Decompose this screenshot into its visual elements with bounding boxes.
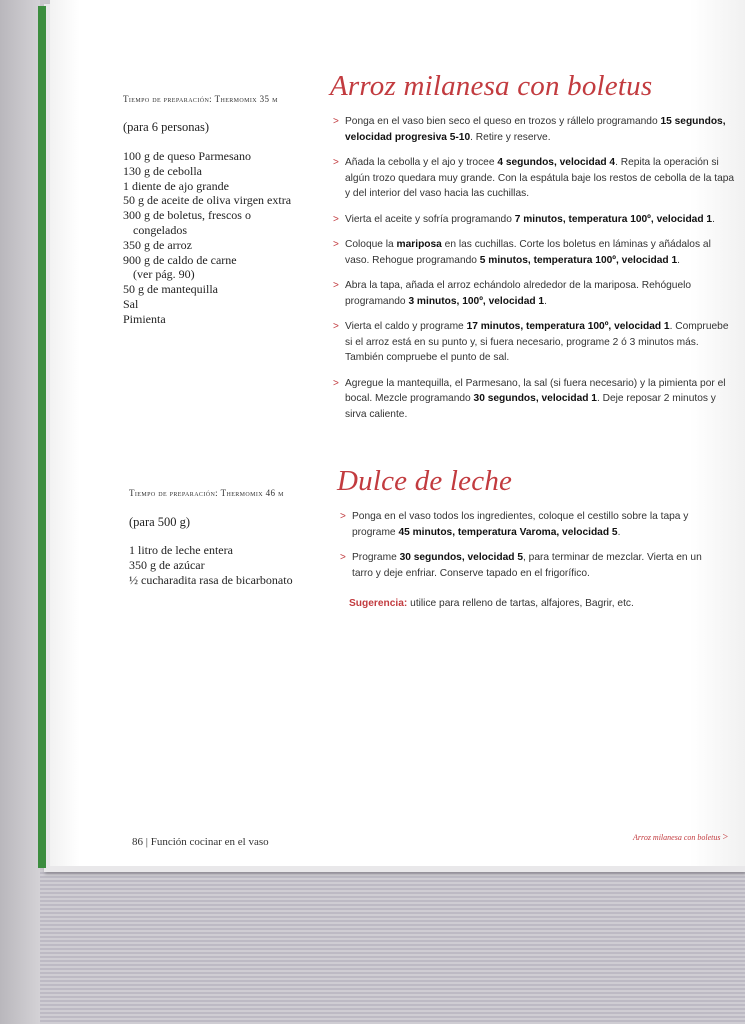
step-text: . Retire y reserve. xyxy=(470,131,551,143)
page-number: 86 xyxy=(132,836,143,848)
step-text: . Deje reposar 2 minutos y sirva caliente. xyxy=(345,393,716,420)
ingredient-item: 50 g de mantequilla xyxy=(123,282,218,297)
step-highlight: 7 minutos, temperatura 100º, velocidad 1 xyxy=(514,213,713,225)
section-name: | Función cocinar en el vaso xyxy=(145,836,269,848)
step-text: . xyxy=(617,526,621,538)
suggestion-text: utilice para relleno de tartas, alfajores, Bagrir, etc. xyxy=(407,598,634,609)
step-text: . xyxy=(712,213,715,225)
ingredient-item: 350 g de arroz xyxy=(123,237,192,252)
ingredient-item: 350 g de azúcar xyxy=(129,557,205,572)
step-text: Agregue la mantequilla, el Parmesano, la sal (si fuera necesario) y la pimienta por el bocal. Mezcle programando xyxy=(345,377,726,404)
step-item xyxy=(333,278,735,309)
ingredient-item: congelados xyxy=(133,222,187,237)
step-text: Vierta el aceite y sofría programando xyxy=(345,213,515,225)
step-item xyxy=(333,212,735,228)
step-item xyxy=(333,237,735,268)
ingredient-item: 1 diente de ajo grande xyxy=(123,178,229,193)
step-text: . xyxy=(544,295,547,307)
step-text: Abra la tapa, añada el arroz echándolo alrededor de la mariposa. Rehóguelo programando xyxy=(345,280,692,307)
step-highlight: 17 minutos, temperatura 100º, velocidad 1 xyxy=(466,321,670,332)
ingredients-list-2 xyxy=(129,543,293,587)
step-item xyxy=(340,509,720,540)
step-text: , para terminar de mezclar. Vierta en un tarro y deje enfriar. Conserve tapado en el frigorífico. xyxy=(352,552,702,579)
page-footer-right xyxy=(633,832,728,843)
ingredient-item: 130 g de cebolla xyxy=(123,163,202,178)
steps-list-1 xyxy=(333,114,735,422)
step-highlight: 45 minutos, temperatura Varoma, velocidad 5 xyxy=(398,526,618,538)
suggestion-note xyxy=(349,598,634,609)
step-highlight: mariposa xyxy=(396,239,442,250)
scanner-background xyxy=(0,870,745,1024)
step-text: en las cuchillas. Corte los boletus en láminas y añádalos al vaso. Rehogue programando xyxy=(345,239,711,266)
step-item xyxy=(333,114,735,145)
step-text: Vierta el caldo y programe xyxy=(345,321,467,332)
steps-list-2 xyxy=(340,509,720,581)
book-cover-edge xyxy=(38,6,46,868)
ingredient-item: 50 g de aceite de oliva virgen extra xyxy=(123,193,292,208)
step-highlight: 3 minutos, 100º, velocidad 1 xyxy=(408,295,545,307)
step-highlight: 30 segundos, velocidad 1 xyxy=(473,393,597,404)
ingredient-item: 300 g de boletus, frescos o xyxy=(123,208,251,223)
step-item xyxy=(333,155,735,202)
step-highlight: 30 segundos, velocidad 5 xyxy=(399,552,523,563)
step-text: . xyxy=(677,254,680,266)
step-text: Programe xyxy=(352,552,400,563)
step-highlight: 15 segundos, velocidad progresiva 5-10 xyxy=(345,116,726,143)
recipe-title-1: Arroz milanesa con boletus xyxy=(330,70,653,102)
prep-time-2: Tiempo de preparación: Thermomix 46 m xyxy=(129,488,284,498)
step-highlight: 5 minutos, temperatura 100º, velocidad 1 xyxy=(479,254,678,266)
prep-time-1: Tiempo de preparación: Thermomix 35 m xyxy=(123,94,278,104)
ingredient-item: 100 g de queso Parmesano xyxy=(123,149,251,163)
step-text: Ponga en el vaso todos los ingredientes, coloque el cestillo sobre la tapa y programe xyxy=(352,511,689,538)
step-text: Añada la cebolla y el ajo y trocee xyxy=(345,157,498,168)
ingredient-item: 1 litro de leche entera xyxy=(129,543,233,557)
running-title: Arroz milanesa con boletus xyxy=(633,833,721,842)
portions-2: (para 500 g) xyxy=(129,515,191,529)
ingredient-item: Sal xyxy=(123,296,139,311)
ingredient-item: (ver pág. 90) xyxy=(133,267,195,282)
step-highlight: 4 segundos, velocidad 4 xyxy=(497,157,616,168)
next-page-arrow-icon: > xyxy=(722,832,729,843)
step-text: . Compruebe si el arroz está en su punto y, si fuera necesario, programe 2 ó 3 minutos más. También compruebe el punto de sal. xyxy=(345,321,729,363)
recipe-title-2: Dulce de leche xyxy=(337,465,513,497)
ingredients-list-1 xyxy=(123,149,291,327)
cookbook-page xyxy=(50,0,745,866)
step-item xyxy=(340,550,720,581)
ingredient-item: Pimienta xyxy=(123,311,166,326)
page-footer-left xyxy=(132,836,269,848)
scan-shadow xyxy=(0,0,40,1024)
step-text: Coloque la xyxy=(345,239,397,250)
step-text: . Repita la operación si algún trozo quedara muy grande. Con la espátula baje los restos de cebolla de la tapa y del interior del vaso hacia las cuchillas. xyxy=(345,157,735,199)
ingredient-item: 900 g de caldo de carne xyxy=(123,252,237,267)
step-text: Ponga en el vaso bien seco el queso en trozos y rállelo programando xyxy=(345,116,661,127)
step-item xyxy=(333,376,735,423)
step-item xyxy=(333,319,735,366)
portions-1: (para 6 personas) xyxy=(123,120,210,134)
suggestion-label: Sugerencia: xyxy=(349,598,408,609)
ingredient-item: ½ cucharadita rasa de bicarbonato xyxy=(129,572,293,587)
